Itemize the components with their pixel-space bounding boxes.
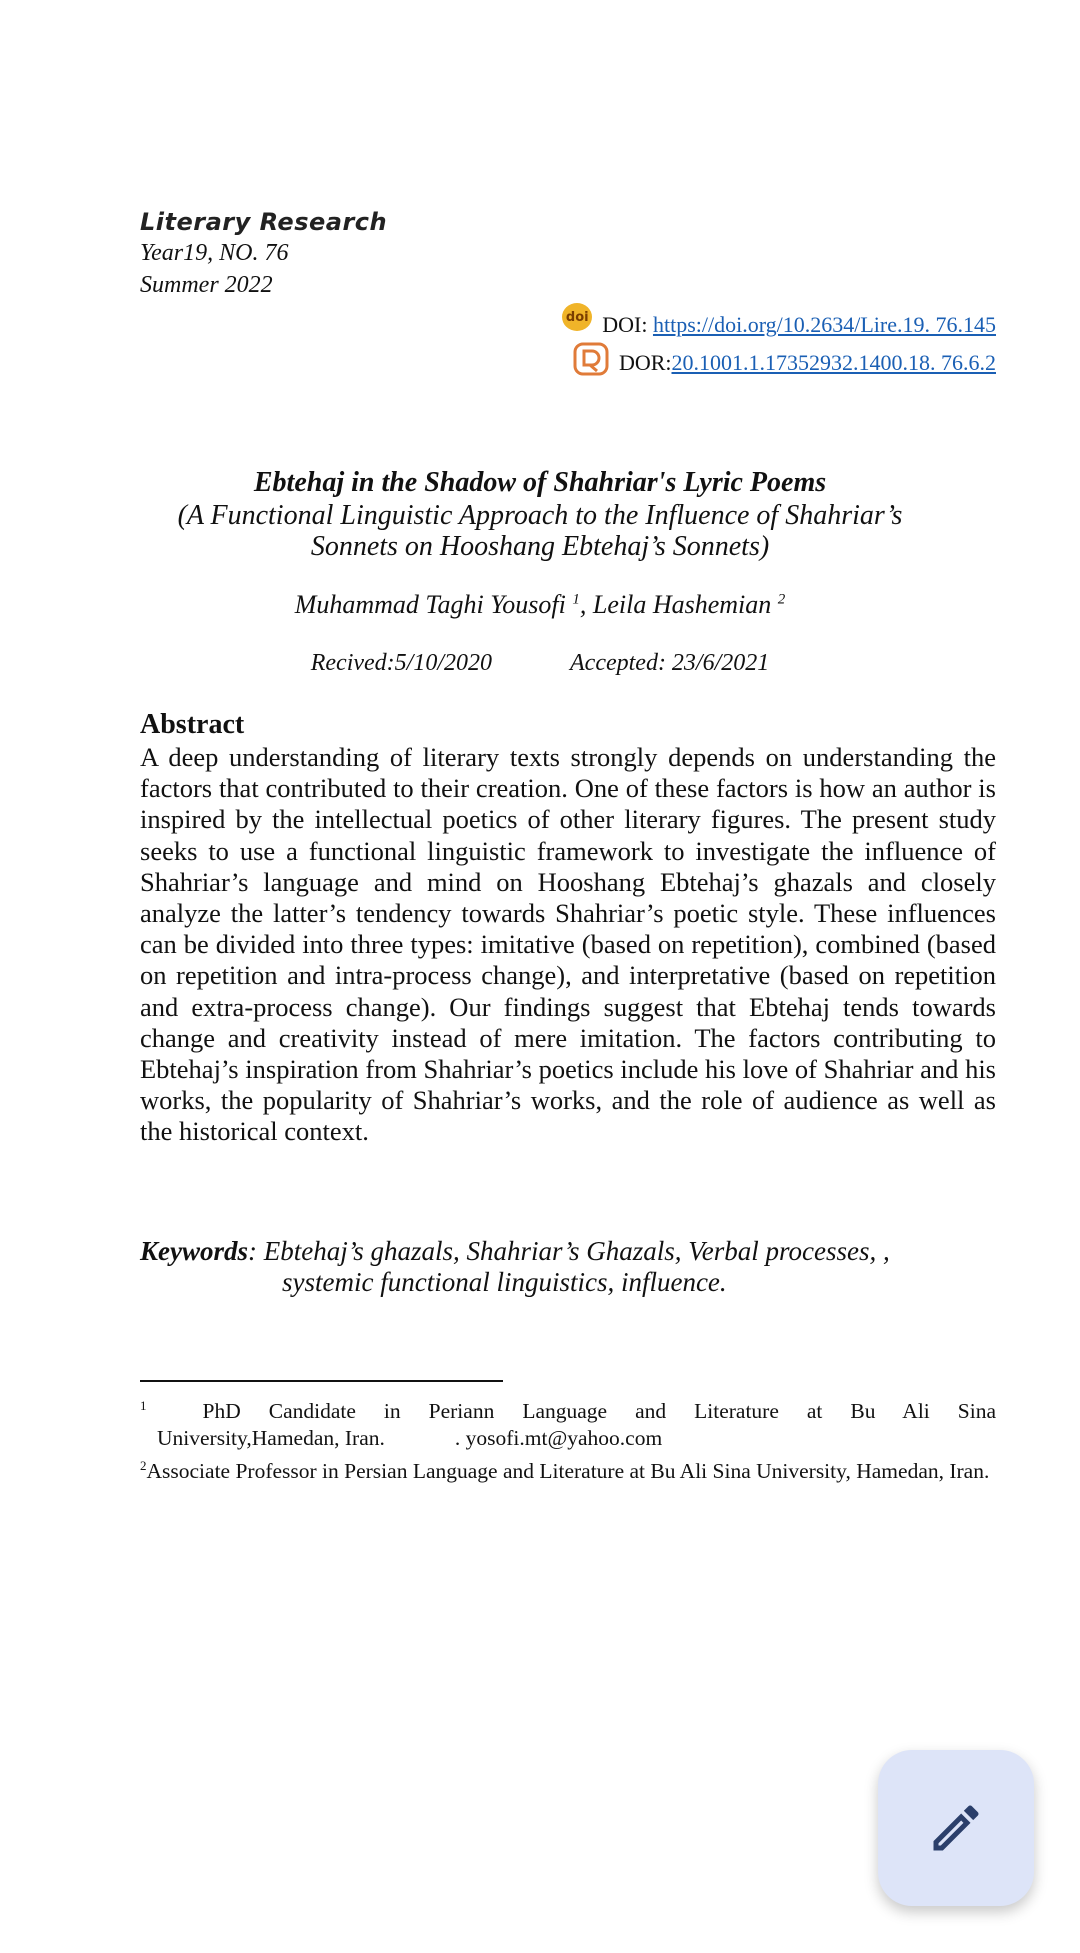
- abstract-section: [140, 708, 996, 1148]
- footnote-1-line2: University,Hamedan, Iran.: [157, 1426, 385, 1451]
- journal-season: Summer 2022: [140, 272, 273, 298]
- doi-line: [562, 306, 996, 344]
- dor-label: DOR:: [618, 350, 672, 375]
- footnote-divider: [140, 1380, 503, 1382]
- footnote-2-text: Associate Professor in Persian Language and Literature at Bu Ali Sina University, Hamedan, Iran.: [146, 1459, 990, 1484]
- author-list: [0, 590, 1080, 620]
- article-title: Ebtehaj in the Shadow of Shahriar's Lyric Poems: [253, 467, 827, 498]
- keywords-line2: systemic functional linguistics, influence.: [282, 1267, 727, 1297]
- footnote-mark: 1: [140, 1398, 147, 1413]
- author-footnote-mark: 1: [572, 591, 580, 608]
- author-name: Muhammad Taghi Yousofi: [294, 590, 566, 619]
- keywords-label: Keywords: [140, 1236, 248, 1266]
- article-dates: [0, 650, 1080, 677]
- journal-issue: Year19, NO. 76: [140, 240, 289, 266]
- article-title-block: [0, 466, 1080, 562]
- author-footnote-mark: 2: [777, 591, 786, 608]
- received-date: Recived:5/10/2020: [310, 650, 492, 676]
- dor-line: [562, 344, 996, 382]
- pencil-icon: [926, 1798, 986, 1858]
- keywords-line1: : Ebtehaj’s ghazals, Shahriar’s Ghazals, Verbal processes, ,: [248, 1236, 890, 1266]
- abstract-heading: Abstract: [140, 709, 245, 740]
- doi-label: DOI:: [602, 312, 648, 337]
- footnote-2: [140, 1452, 996, 1485]
- journal-header: [140, 208, 387, 300]
- footnote-1-line1: PhD Candidate in Periann Language and Literature at Bu Ali Sina: [202, 1399, 996, 1424]
- journal-name: Literary Research: [140, 208, 388, 236]
- dor-link[interactable]: 20.1001.1.17352932.1400.18. 76.6.2: [671, 350, 996, 375]
- footnote-1-line2-row: [140, 1425, 996, 1452]
- article-subtitle-line1: (A Functional Linguistic Approach to the Influence of Shahriar’s: [177, 500, 903, 531]
- doi-logo-icon: doi: [562, 303, 592, 331]
- abstract-body: A deep understanding of literary texts strongly depends on understanding the factors that contributed to their creation. One of these factors is how an author is inspired by the intellectual poetics of other literary figures. The present study seeks to use a functional linguistic framework to investigate the influence of Shahriar’s language and mind on Hooshang Ebtehaj’s ghazals and closely analyze the latter’s tendency towards Shahriar’s poetic style. These influences can be divided into three types: imitative (based on repetition), combined (based on repetition and intra-process change), and interpretative (based on repetition and extra-process change). Our findings suggest that Ebtehaj tends towards change and creativity instead of mere imitation. The factors contributing to Ebtehaj’s inspiration from Shahriar’s poetics include his love of Shahriar and his works, the popularity of Shahriar’s works, and the role of audience as well as the historical context.: [140, 742, 996, 1147]
- footnote-1: [140, 1392, 996, 1425]
- accepted-date: Accepted: 23/6/2021: [570, 650, 770, 676]
- footnotes: [140, 1392, 996, 1485]
- article-subtitle-line2: Sonnets on Hooshang Ebtehaj’s Sonnets): [310, 531, 770, 562]
- author-name: , Leila Hashemian: [579, 590, 772, 619]
- author-email: . yosofi.mt@yahoo.com: [454, 1426, 663, 1451]
- edit-button[interactable]: [878, 1750, 1034, 1906]
- keywords-section: [140, 1236, 996, 1298]
- footnote-mark: 2: [140, 1458, 147, 1474]
- article-identifiers: [562, 306, 996, 382]
- dor-logo-icon: [573, 342, 609, 376]
- doi-link[interactable]: https://doi.org/10.2634/Lire.19. 76.145: [652, 312, 996, 337]
